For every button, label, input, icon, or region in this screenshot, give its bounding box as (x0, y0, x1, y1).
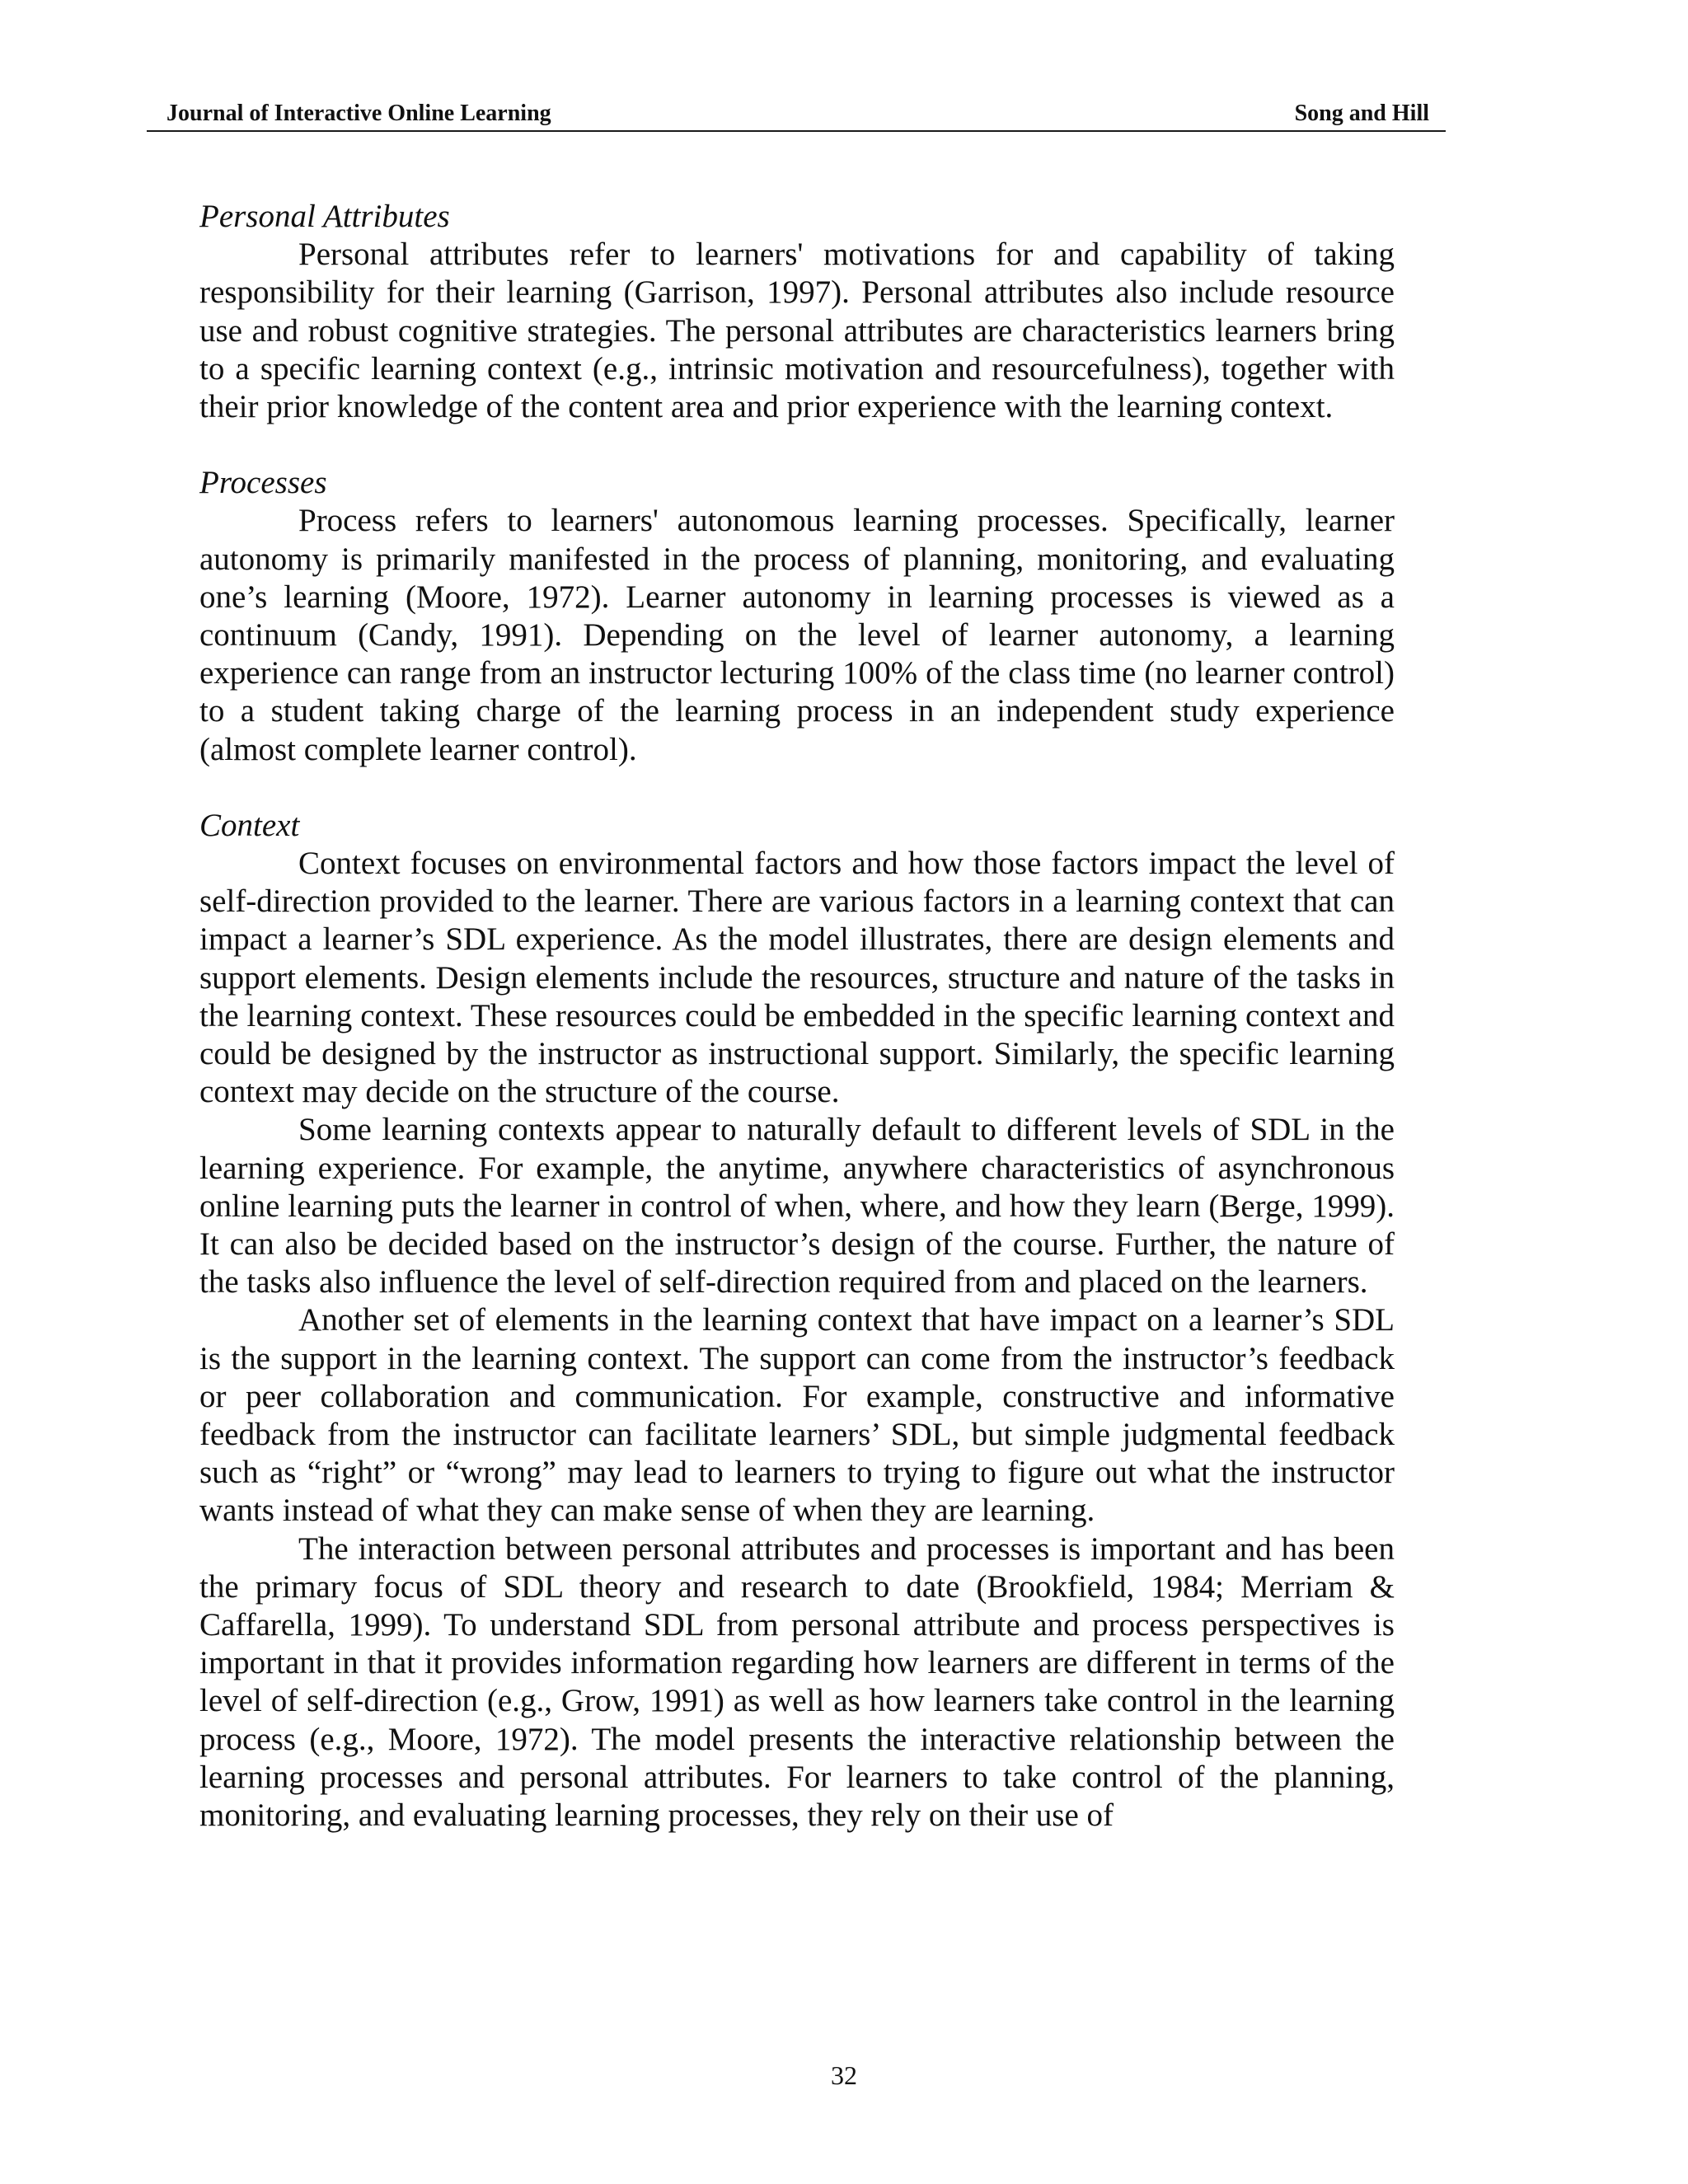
journal-title: Journal of Interactive Online Learning (166, 101, 551, 126)
paragraph: Some learning contexts appear to naturally default to different levels of SDL in the learning experience. For example, the anytime, anywhere characteristics of asynchronous online learning puts the learner in control of when, where, and how they learn (Berge, 1999). It can also be decided based on the instructor’s design of the course. Further, the nature of the tasks also influence the level of self-direction required from and placed on the learners. (199, 1112, 1395, 1301)
section-heading: Context (199, 807, 300, 843)
paragraph: Process refers to learners' autonomous learning processes. Specifically, learner autonomy is primarily manifested in the process of planning, monitoring, and evaluating one’s learning (Moore, 1972). Learner autonomy in learning processes is viewed as a continuum (Candy, 1991). Depending on the level of learner autonomy, a learning experience can range from an instructor lecturing 100% of the class time (no learner control) to a student taking charge of the learning process in an independent study experience (almost complete learner control). (199, 503, 1395, 767)
section-heading: Personal Attributes (199, 199, 450, 234)
section-heading: Processes (199, 465, 327, 501)
section-processes (199, 464, 1395, 769)
paragraph: Personal attributes refer to learners' motivations for and capability of taking responsibility for their learning (Garrison, 1997). Personal attributes also include resource use and robust cognitive strategies. The personal attributes are characteristics learners bring to a specific learning context (e.g., intrinsic motivation and resourcefulness), together with their prior knowledge of the content area and prior experience with the learning context. (199, 237, 1395, 424)
paragraph: Another set of elements in the learning context that have impact on a learner’s SDL is the support in the learning context. The support can come from the instructor’s feedback or peer collaboration and communication. For example, constructive and informative feedback from the instructor can facilitate learners’ SDL, but simple judgmental feedback such as “right” or “wrong” may lead to learners to trying to figure out what the instructor wants instead of what they can make sense of when they are learning. (199, 1302, 1395, 1529)
section-context (199, 807, 1395, 1835)
section-personal-attributes (199, 198, 1395, 426)
authors: Song and Hill (1294, 101, 1429, 126)
running-header (147, 97, 1446, 132)
paragraph: The interaction between personal attributes and processes is important and has been the primary focus of SDL theory and research to date (Brookfield, 1984; Merriam & Caffarella, 1999). To understand SDL from personal attribute and process perspectives is important in that it provides information regarding how learners are different in terms of the level of self-direction (e.g., Grow, 1991) as well as how learners take control in the learning process (e.g., Moore, 1972). The model presents the interactive relationship between the learning processes and personal attributes. For learners to take control of the planning, monitoring, and evaluating learning processes, they rely on their use of (199, 1530, 1395, 1834)
page-number: 32 (831, 2060, 857, 2090)
body-text (199, 198, 1395, 1835)
paragraph: Context focuses on environmental factors and how those factors impact the level of self-direction provided to the learner. There are various factors in a learning context that can impact a learner’s SDL experience. As the model illustrates, there are design elements and support elements. Design elements include the resources, structure and nature of the tasks in the learning context. These resources could be embedded in the specific learning context and could be designed by the instructor as instructional support. Similarly, the specific learning context may decide on the structure of the course. (199, 846, 1395, 1110)
